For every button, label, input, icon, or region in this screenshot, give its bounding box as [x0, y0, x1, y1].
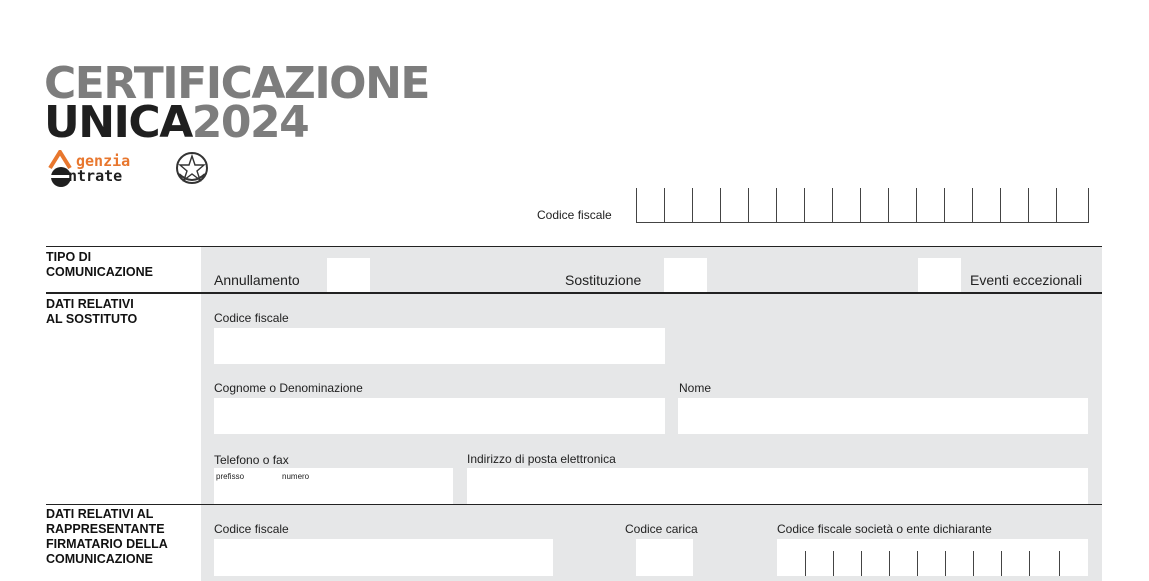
- cognome-input[interactable]: [214, 398, 665, 434]
- nome-input[interactable]: [678, 398, 1088, 434]
- numero-label: numero: [282, 472, 310, 481]
- cognome-label: Cognome o Denominazione: [214, 381, 363, 395]
- annullamento-label: Annullamento: [214, 272, 300, 288]
- email-label: Indirizzo di posta elettronica: [467, 452, 616, 466]
- sostituto-codice-fiscale-label: Codice fiscale: [214, 311, 289, 325]
- agency-word-entrate: ntrate: [68, 167, 123, 185]
- sostituto-title: DATI RELATIVI AL SOSTITUTO: [46, 297, 138, 326]
- telefono-input[interactable]: [214, 468, 453, 504]
- sostituzione-input[interactable]: [664, 258, 707, 292]
- agenzia-entrate-logo: [46, 148, 216, 190]
- nome-label: Nome: [679, 381, 712, 395]
- form-title-line1: CERTIFICAZIONE: [44, 58, 429, 109]
- annullamento-input[interactable]: [327, 258, 370, 292]
- codice-carica-input[interactable]: [636, 539, 693, 576]
- tipo-comunicazione-title: TIPO DI COMUNICAZIONE: [46, 250, 153, 279]
- codice-carica-label: Codice carica: [625, 522, 698, 536]
- sostituzione-label: Sostituzione: [565, 272, 642, 288]
- prefisso-label: prefisso: [216, 472, 245, 481]
- eventi-eccezionali-input[interactable]: [918, 258, 961, 292]
- sostituto-codice-fiscale-input[interactable]: [214, 328, 665, 364]
- rappresentante-title: DATI RELATIVI AL RAPPRESENTANTE FIRMATARIO DELLA COMUNICAZIONE: [46, 507, 168, 566]
- agency-word-agenzia: genzia: [76, 152, 131, 170]
- rappresentante-codice-fiscale-input[interactable]: [214, 539, 553, 576]
- header-codice-fiscale-label: Codice fiscale: [537, 208, 612, 222]
- header-codice-fiscale-input[interactable]: [636, 188, 1088, 223]
- telefono-label: Telefono o fax: [214, 453, 289, 467]
- email-input[interactable]: [467, 468, 1088, 504]
- italian-emblem-icon: [174, 150, 210, 186]
- cf-societa-input[interactable]: [777, 539, 1088, 576]
- rappresentante-codice-fiscale-label: Codice fiscale: [214, 522, 289, 536]
- eventi-eccezionali-label: Eventi eccezionali: [970, 272, 1083, 288]
- form-title-line2: UNICA2024: [44, 97, 309, 148]
- cf-societa-label: Codice fiscale società o ente dichiarante: [777, 522, 992, 536]
